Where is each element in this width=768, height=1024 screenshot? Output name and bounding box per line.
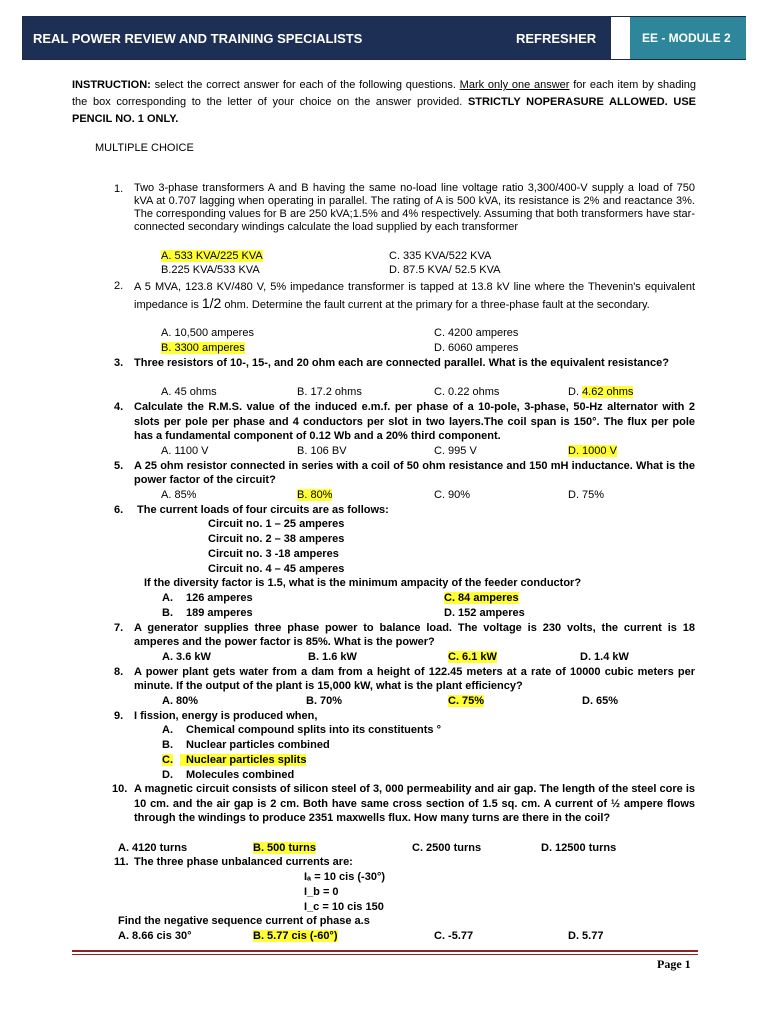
q6-option-c: C. 84 amperes (444, 592, 519, 604)
instruction-label: INSTRUCTION: (72, 79, 151, 91)
section-heading: MULTIPLE CHOICE (95, 142, 194, 154)
q10-text: A magnetic circuit consists of silicon steel of 3, 000 permeability and air gap. The length of the steel core is 10 cm. and the air gap is 2 cm. Both have same cross section of 1.5 sq. cm. A current of ½ ampere flows through the windings to produce 2351 maxwells flux. How many turns are there in the coil? (134, 783, 695, 824)
q3-option-c: C. 0.22 ohms (434, 386, 500, 398)
q9-option-b-letter: B. (162, 739, 173, 751)
q2-text-1: A 5 MVA, 123.8 KV/480 V, 5% impedance transformer is tapped at 13.8 kV line where the Thevenin's equivalent impedance is (134, 281, 695, 311)
q2-option-d: D. 6060 amperes (434, 342, 519, 354)
q4-text: Calculate the R.M.S. value of the induced e.m.f. per phase of a 10-pole, 3-phase, 50-Hz alternator with 2 slots per pole per phase and 4 conductors per slot in two layers.The coil span is 150°. The flux per pole has a fundamental component of 0.12 Wb and a 20% third component. (134, 401, 695, 442)
q7-option-a: A. 3.6 kW (162, 651, 211, 663)
q6-circuit-2: Circuit no. 2 – 38 amperes (208, 533, 345, 545)
q8-option-c: C. 75% (448, 695, 485, 707)
q10-option-d: D. 12500 turns (541, 842, 617, 854)
q2-number: 2. (114, 280, 124, 292)
q9-option-c-letter: C. (162, 754, 173, 766)
q3-option-d-letter: D. (568, 386, 583, 398)
q11-current-a: Iₐ = 10 cis (-30°) (304, 871, 386, 883)
q11-text: The three phase unbalanced currents are: (134, 856, 353, 868)
instruction-underlined: Mark only one answer (459, 79, 570, 91)
header-title-bar (23, 17, 612, 59)
q5-text: A 25 ohm resistor connected in series with a coil of 50 ohm resistance and 150 mH inductance. What is the power factor of the circuit? (134, 460, 695, 486)
q6-text: The current loads of four circuits are as follows: (137, 504, 389, 516)
header-title: REAL POWER REVIEW AND TRAINING SPECIALISTS (33, 31, 363, 46)
q6-question: If the diversity factor is 1.5, what is the minimum ampacity of the feeder conductor? (144, 577, 582, 589)
q8-option-b: B. 70% (306, 695, 343, 707)
q11-number: 11. (114, 856, 129, 868)
q1-option-a: A. 533 KVA/225 KVA (161, 250, 263, 262)
instruction-text-2: for each item by shading the box corresponding to the letter of your choice on the answer provided. (72, 79, 697, 108)
q4-option-d: D. 1000 V (568, 445, 617, 457)
q4-number: 4. (114, 401, 124, 413)
q9-number: 9. (114, 710, 124, 722)
q9-option-a: Chemical compound splits into its constituents ° (186, 724, 441, 736)
q10-number: 10. (112, 783, 128, 795)
page-number: Page 1 (657, 957, 691, 971)
header-module-box (630, 17, 746, 59)
footer-rule-thin (72, 954, 698, 955)
q2-option-c: C. 4200 amperes (434, 327, 519, 339)
q1-text: Two 3-phase transformers A and B having the same no-load line voltage ratio 3,300/400-V supply a load of 750 kVA at 0.707 lagging when operating in parallel. The rating of A is 500 kVA, its resistance is 2% and reactance 3%. The corresponding values for B are 250 kVA;1.5% and 4% respectively. Assuming that both transformers have star-connected secondary windings calculate the load supplied by each transformer (134, 182, 695, 233)
q6-option-a: 126 amperes (186, 592, 253, 604)
q3-text: Three resistors of 10-, 15-, and 20 ohm each are connected parallel. What is the equivalent resistance? (134, 357, 669, 369)
q2-fraction: 1/2 (201, 295, 222, 311)
q3-option-d: 4.62 ohms (582, 386, 634, 398)
footer-rule-thick (72, 950, 698, 952)
q1-option-c: C. 335 KVA/522 KVA (389, 250, 492, 262)
q11-option-c: C. -5.77 (434, 930, 474, 942)
q6-option-d: D. 152 amperes (444, 607, 525, 619)
q10-option-b: B. 500 turns (253, 842, 316, 854)
q10-option-a: A. 4120 turns (118, 842, 188, 854)
q6-circuit-1: Circuit no. 1 – 25 amperes (208, 518, 345, 530)
instruction-text-1: select the correct answer for each of the following questions. (150, 79, 460, 91)
q9-option-d-letter: D. (162, 769, 173, 781)
q8-option-d: D. 65% (582, 695, 619, 707)
q9-text: I fission, energy is produced when, (134, 710, 318, 722)
q7-number: 7. (114, 622, 124, 634)
instruction-strict: STRICTLY NOPERASURE ALLOWED. USE PENCIL NO. 1 ONLY. (72, 96, 696, 125)
q6-circuit-3: Circuit no. 3 -18 amperes (208, 548, 339, 560)
q3-number: 3. (114, 357, 124, 369)
q6-option-a-letter: A. (162, 592, 173, 604)
q6-circuit-4: Circuit no. 4 – 45 amperes (208, 563, 345, 575)
q3-option-a: A. 45 ohms (161, 386, 217, 398)
q7-option-d: D. 1.4 kW (580, 651, 629, 663)
q3-option-b: B. 17.2 ohms (297, 386, 362, 398)
q1-option-d: D. 87.5 KVA/ 52.5 KVA (389, 264, 501, 276)
q6-option-b-letter: B. (162, 607, 173, 619)
q5-number: 5. (114, 460, 124, 472)
q8-number: 8. (114, 666, 124, 678)
q5-option-d: D. 75% (568, 489, 605, 501)
q7-option-b: B. 1.6 kW (308, 651, 357, 663)
q4-option-c: C. 995 V (434, 445, 477, 457)
q4-option-b: B. 106 BV (297, 445, 347, 457)
q5-option-a: A. 85% (161, 489, 197, 501)
q11-current-c: I_c = 10 cis 150 (304, 901, 384, 913)
q11-option-b: B. 5.77 cis (-60°) (253, 930, 338, 942)
q8-option-a: A. 80% (162, 695, 199, 707)
q9-option-b: Nuclear particles combined (186, 739, 330, 751)
q11-current-b: I_b = 0 (304, 886, 339, 898)
q11-option-d: D. 5.77 (568, 930, 604, 942)
q7-option-c: C. 6.1 kW (448, 651, 497, 663)
q5-option-b: B. 80% (297, 489, 333, 501)
q6-number: 6. (114, 504, 124, 516)
q6-option-b: 189 amperes (186, 607, 253, 619)
q11-question: Find the negative sequence current of phase a.s (118, 915, 370, 927)
instructions (72, 77, 696, 128)
header-banner (22, 16, 746, 60)
q2-text-2: ohm. Determine the fault current at the primary for a three-phase fault at the secondary. (221, 299, 650, 311)
header-module: EE - MODULE 2 (642, 31, 731, 45)
q11-option-a: A. 8.66 cis 30° (118, 930, 192, 942)
q4-option-a: A. 1100 V (161, 445, 209, 457)
q9-option-c: Nuclear particles splits (180, 754, 306, 766)
header-refresher: REFRESHER (516, 31, 597, 46)
q5-option-c: C. 90% (434, 489, 471, 501)
q1-number: 1. (114, 183, 124, 195)
q8-text: A power plant gets water from a dam from a height of 122.45 meters at a rate of 10000 cubic meters per minute. If the output of the plant is 15,000 kW, what is the plant efficiency? (134, 666, 695, 692)
q7-text: A generator supplies three phase power to balance load. The voltage is 230 volts, the current is 18 amperes and the power factor is 85%. What is the power? (134, 622, 695, 648)
q2-option-a: A. 10,500 amperes (161, 327, 254, 339)
q9-option-a-letter: A. (162, 724, 173, 736)
q2-text (134, 279, 695, 313)
q9-option-d: Molecules combined (186, 769, 295, 781)
q2-option-b: B. 3300 amperes (161, 342, 245, 354)
q10-option-c: C. 2500 turns (412, 842, 482, 854)
q1-option-b: B.225 KVA/533 KVA (161, 264, 260, 276)
